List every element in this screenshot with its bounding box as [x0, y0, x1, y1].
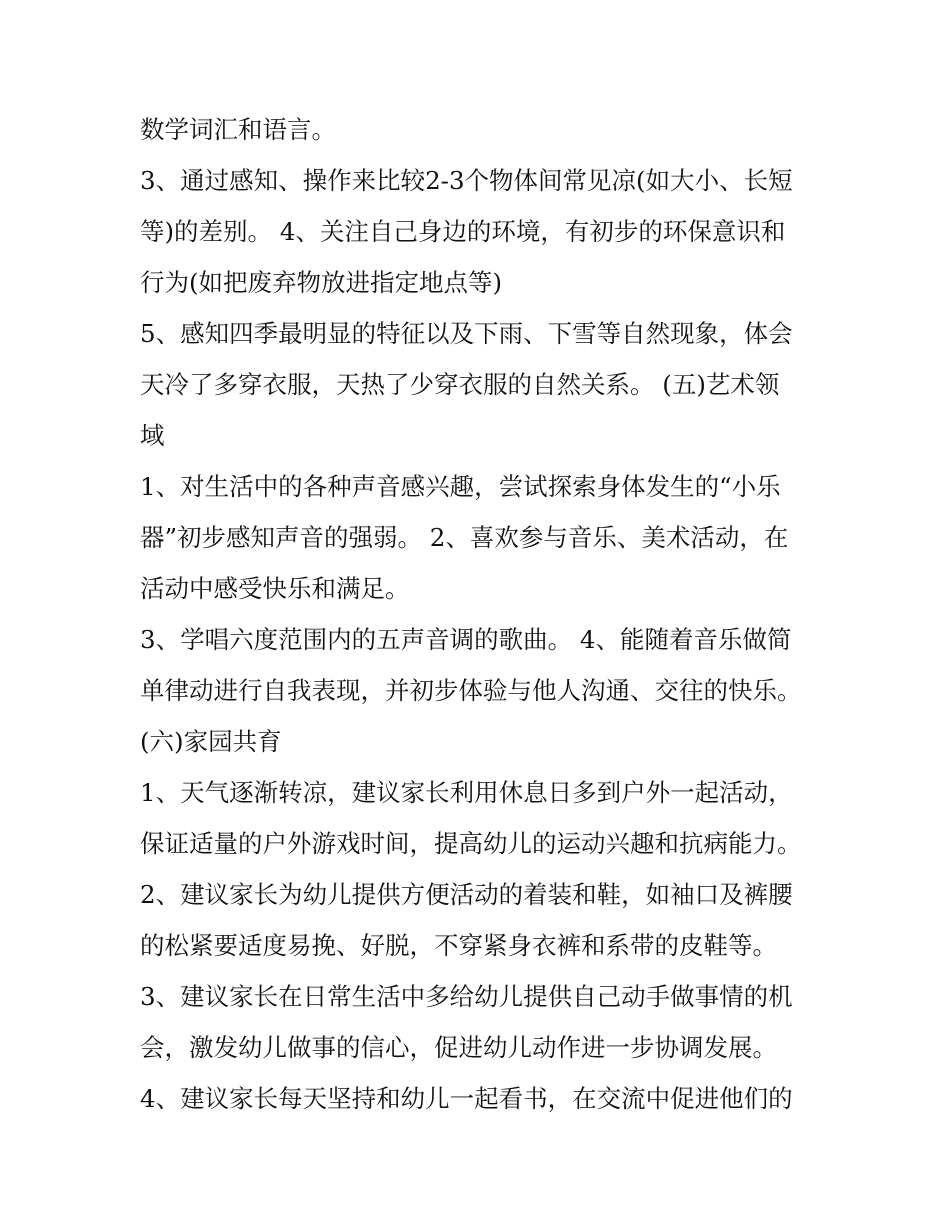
text-line: 保证适量的户外游戏时间，提高幼儿的运动兴趣和抗病能力。: [140, 829, 802, 858]
text-line: 数学词汇和语言。: [140, 115, 336, 144]
text-line: 单律动进行自我表现，并初步体验与他人沟通、交往的快乐。: [140, 676, 802, 705]
text-line: 会，激发幼儿做事的信心，促进幼儿动作进一步协调发展。: [140, 1033, 777, 1062]
text-line: 3、建议家长在日常生活中多给幼儿提供自己动手做事情的机: [140, 982, 793, 1011]
text-line: 器”初步感知声音的强弱。 2、喜欢参与音乐、美术活动，在: [140, 523, 789, 552]
text-line: 活动中感受快乐和满足。: [140, 574, 410, 603]
text-line: 天冷了多穿衣服，天热了少穿衣服的自然关系。 (五)艺术领: [140, 370, 780, 399]
section-heading: (六)家园共育: [140, 727, 282, 756]
text-line: 1、天气逐渐转凉，建议家长利用休息日多到户外一起活动，: [140, 778, 793, 807]
text-line: 的松紧要适度易挽、好脱，不穿紧身衣裤和系带的皮鞋等。: [140, 931, 777, 960]
text-line: 4、建议家长每天坚持和幼儿一起看书，在交流中促进他们的: [140, 1084, 793, 1113]
text-line: 3、通过感知、操作来比较2-3个物体间常见凉(如大小、长短: [140, 166, 793, 195]
text-line: 5、感知四季最明显的特征以及下雨、下雪等自然现象，体会: [140, 319, 793, 348]
text-line: 2、建议家长为幼儿提供方便活动的着装和鞋，如袖口及裤腰: [140, 880, 793, 909]
text-line: 域: [140, 421, 165, 450]
document-body: [140, 104, 820, 1124]
text-line: 3、学唱六度范围内的五声音调的歌曲。 4、能随着音乐做简: [140, 625, 792, 654]
text-line: 行为(如把废弃物放进指定地点等): [140, 268, 503, 297]
text-line: 等)的差别。 4、关注自己身边的环境，有初步的环保意识和: [140, 217, 786, 246]
text-line: 1、对生活中的各种声音感兴趣，尝试探索身体发生的“小乐: [140, 472, 781, 501]
